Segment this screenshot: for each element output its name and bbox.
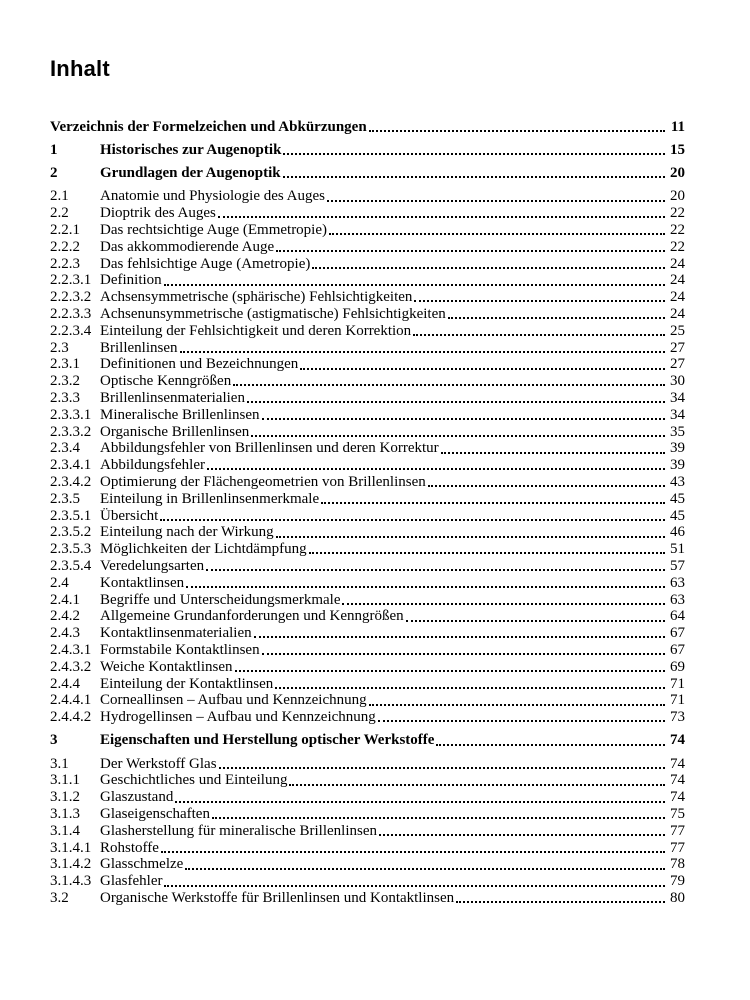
toc-entry-page: 24 <box>670 305 685 322</box>
toc-entry-page: 39 <box>670 457 685 474</box>
toc-entry-label: Organische Werkstoffe für Brillenlinsen und Kontaktlinsen <box>100 890 455 907</box>
toc-entry <box>50 625 685 642</box>
toc-entry-number: 3.1.4.2 <box>50 856 92 873</box>
toc-entry-label: Eigenschaften und Herstellung optischer Werkstoffe <box>100 732 435 749</box>
toc-entry-number: 2.2.3.3 <box>50 305 92 322</box>
toc-entry-number: 3.1.1 <box>50 772 80 789</box>
toc-entry <box>50 239 685 256</box>
toc-entry-number: 3.1.4 <box>50 822 80 839</box>
toc-entry-page: 24 <box>670 289 685 306</box>
dot-leader <box>275 687 665 689</box>
dot-leader <box>456 901 665 903</box>
dot-leader <box>180 351 666 353</box>
toc-entry-label: Abbildungsfehler <box>100 457 205 474</box>
toc-entry-number: 2.3.4.2 <box>50 473 92 490</box>
toc-entry-label: Weiche Kontaktlinsen <box>100 658 233 675</box>
dot-leader <box>283 176 665 178</box>
toc-entry-number: 2.2.3.1 <box>50 272 92 289</box>
toc-entry-label: Brillenlinsen <box>100 339 178 356</box>
toc-entry-label: Verzeichnis der Formelzeichen und Abkürzungen <box>50 118 367 135</box>
toc-entry-page: 74 <box>670 755 685 772</box>
toc-entry-page: 20 <box>670 188 685 205</box>
toc-entry-label: Das akkommodierende Auge <box>100 238 275 255</box>
toc-entry <box>50 165 685 182</box>
toc-entry-number: 2.4.4 <box>50 675 80 692</box>
toc-entry-number: 2.3 <box>50 339 69 356</box>
toc-entry-page: 34 <box>670 389 685 406</box>
dot-leader <box>219 767 665 769</box>
toc-entry-label: Grundlagen der Augenoptik <box>100 165 281 182</box>
toc-entry <box>50 289 685 306</box>
toc-entry-number: 3.1.4.1 <box>50 839 92 856</box>
toc-entry-label: Glasherstellung für mineralische Brillenlinsen <box>100 822 378 839</box>
toc-entry <box>50 732 685 749</box>
toc-entry <box>50 272 685 289</box>
toc-entry <box>50 508 685 525</box>
dot-leader <box>406 620 665 622</box>
toc-entry-number: 2.2.3.2 <box>50 289 92 306</box>
toc-entry <box>50 756 685 773</box>
toc-entry-number: 2.4.3 <box>50 625 80 642</box>
toc-entry-number: 2.3.4 <box>50 440 80 457</box>
toc-entry-label: Achsenunsymmetrische (astigmatische) Fehlsichtigkeiten <box>100 305 446 322</box>
toc-entry-page: 22 <box>670 238 685 255</box>
dot-leader <box>175 801 665 803</box>
toc-entry <box>50 772 685 789</box>
toc-entry-label: Kontaktlinsen <box>100 574 185 591</box>
toc-entry-number: 2.3.5 <box>50 490 80 507</box>
toc-entry-label: Mineralische Brillenlinsen <box>100 406 260 423</box>
dot-leader <box>218 216 665 218</box>
toc-entry <box>50 205 685 222</box>
toc-entry-page: 24 <box>670 272 685 289</box>
toc-entry <box>50 873 685 890</box>
toc-entry-label: Achsensymmetrische (sphärische) Fehlsichtigkeiten <box>100 289 413 306</box>
dot-leader <box>161 851 665 853</box>
toc-entry <box>50 890 685 907</box>
table-of-contents <box>50 112 685 907</box>
toc-entry-label: Einteilung der Fehlsichtigkeit und deren Korrektion <box>100 322 412 339</box>
toc-entry-number: 2.2.3.4 <box>50 322 92 339</box>
dot-leader <box>369 704 665 706</box>
toc-entry-label: Der Werkstoff Glas <box>100 755 217 772</box>
toc-entry <box>50 692 685 709</box>
toc-entry-label: Das fehlsichtige Auge (Ametropie) <box>100 255 311 272</box>
page-title: Inhalt <box>50 56 110 81</box>
toc-entry-label: Das rechtsichtige Auge (Emmetropie) <box>100 221 328 238</box>
toc-entry <box>50 642 685 659</box>
toc-entry-label: Allgemeine Grundanforderungen und Kenngrößen <box>100 608 404 625</box>
dot-leader <box>160 519 665 521</box>
toc-entry-label: Dioptrik des Auges <box>100 205 216 222</box>
dot-leader <box>342 603 665 605</box>
toc-entry-label: Kontaktlinsenmaterialien <box>100 625 252 642</box>
dot-leader <box>428 485 665 487</box>
toc-entry-page: 25 <box>670 322 685 339</box>
toc-entry-label: Organische Brillenlinsen <box>100 423 250 440</box>
toc-entry <box>50 119 685 136</box>
toc-entry-label: Optimierung der Flächengeometrien von Brillenlinsen <box>100 473 426 490</box>
toc-entry-label: Geschichtliches und Einteilung <box>100 772 288 789</box>
toc-entry-number: 2.3.5.2 <box>50 524 92 541</box>
toc-entry-number: 2.4.3.1 <box>50 641 92 658</box>
toc-entry <box>50 806 685 823</box>
toc-entry-page: 20 <box>670 165 685 182</box>
dot-leader <box>262 653 665 655</box>
toc-entry-page: 63 <box>670 591 685 608</box>
toc-entry <box>50 558 685 575</box>
toc-entry-number: 2.3.5.1 <box>50 507 92 524</box>
dot-leader <box>164 284 665 286</box>
toc-entry-number: 2.3.3 <box>50 389 80 406</box>
dot-leader <box>448 317 665 319</box>
toc-entry <box>50 823 685 840</box>
toc-entry-number: 2.2.3 <box>50 255 80 272</box>
toc-entry <box>50 491 685 508</box>
toc-entry <box>50 541 685 558</box>
dot-leader <box>414 300 665 302</box>
toc-entry-label: Möglichkeiten der Lichtdämpfung <box>100 541 307 558</box>
toc-entry-number: 2.2.1 <box>50 221 80 238</box>
toc-entry-number: 2.3.5.3 <box>50 541 92 558</box>
toc-entry-page: 79 <box>670 873 685 890</box>
toc-entry <box>50 390 685 407</box>
toc-entry <box>50 676 685 693</box>
toc-entry <box>50 440 685 457</box>
dot-leader <box>276 250 665 252</box>
toc-entry-number: 2.4.2 <box>50 608 80 625</box>
dot-leader <box>441 452 665 454</box>
toc-entry-page: 74 <box>670 789 685 806</box>
toc-entry-number: 3 <box>50 732 58 749</box>
dot-leader <box>186 586 665 588</box>
toc-entry <box>50 256 685 273</box>
dot-leader <box>212 817 665 819</box>
toc-entry-page: 27 <box>670 356 685 373</box>
toc-entry-label: Einteilung in Brillenlinsenmerkmale <box>100 490 320 507</box>
dot-leader <box>436 744 665 746</box>
toc-entry-number: 2.4.3.2 <box>50 658 92 675</box>
dot-leader <box>254 636 665 638</box>
toc-entry-page: 74 <box>670 732 685 749</box>
dot-leader <box>251 435 665 437</box>
dot-leader <box>329 233 665 235</box>
toc-entry-page: 51 <box>670 541 685 558</box>
toc-entry-page: 35 <box>670 423 685 440</box>
dot-leader <box>309 552 665 554</box>
toc-entry-number: 2.2.2 <box>50 238 80 255</box>
toc-entry-page: 45 <box>670 490 685 507</box>
toc-entry-label: Glasfehler <box>100 873 163 890</box>
toc-entry-label: Corneallinsen – Aufbau und Kennzeichnung <box>100 692 367 709</box>
toc-entry-number: 2 <box>50 165 58 182</box>
toc-entry-page: 75 <box>670 806 685 823</box>
toc-entry-number: 3.1.4.3 <box>50 873 92 890</box>
toc-entry-number: 3.1 <box>50 755 69 772</box>
toc-entry-label: Glaseigenschaften <box>100 806 210 823</box>
toc-entry-page: 22 <box>670 221 685 238</box>
toc-entry-label: Definitionen und Bezeichnungen <box>100 356 299 373</box>
dot-leader <box>247 401 665 403</box>
toc-entry-page: 67 <box>670 625 685 642</box>
toc-entry <box>50 457 685 474</box>
toc-entry-label: Übersicht <box>100 507 159 524</box>
toc-entry-page: 11 <box>670 118 685 135</box>
toc-entry-page: 74 <box>670 772 685 789</box>
dot-leader <box>276 536 665 538</box>
toc-entry-label: Glasschmelze <box>100 856 184 873</box>
dot-leader <box>327 200 665 202</box>
dot-leader <box>185 868 665 870</box>
dot-leader <box>321 502 665 504</box>
toc-entry-page: 78 <box>670 856 685 873</box>
toc-entry-number: 1 <box>50 141 58 158</box>
toc-entry-label: Hydrogellinsen – Aufbau und Kennzeichnung <box>100 709 376 726</box>
toc-entry <box>50 222 685 239</box>
toc-entry-label: Einteilung der Kontaktlinsen <box>100 675 274 692</box>
toc-entry <box>50 856 685 873</box>
toc-entry-page: 77 <box>670 822 685 839</box>
toc-entry-number: 2.3.5.4 <box>50 557 92 574</box>
dot-leader <box>164 885 665 887</box>
toc-entry-number: 2.3.4.1 <box>50 457 92 474</box>
toc-entry <box>50 373 685 390</box>
dot-leader <box>413 334 665 336</box>
toc-entry-page: 24 <box>670 255 685 272</box>
dot-leader <box>283 153 665 155</box>
toc-entry <box>50 340 685 357</box>
dot-leader <box>312 267 665 269</box>
toc-entry-label: Rohstoffe <box>100 839 159 856</box>
toc-entry-page: 34 <box>670 406 685 423</box>
dot-leader <box>300 368 665 370</box>
toc-entry-label: Optische Kenngrößen <box>100 373 232 390</box>
toc-entry <box>50 659 685 676</box>
toc-entry-page: 15 <box>670 141 685 158</box>
toc-entry-label: Einteilung nach der Wirkung <box>100 524 274 541</box>
toc-entry-number: 3.2 <box>50 890 69 907</box>
toc-entry-page: 77 <box>670 839 685 856</box>
toc-entry-page: 57 <box>670 557 685 574</box>
toc-entry-page: 43 <box>670 473 685 490</box>
toc-entry <box>50 356 685 373</box>
toc-entry <box>50 424 685 441</box>
toc-entry-label: Abbildungsfehler von Brillenlinsen und deren Korrektur <box>100 440 439 457</box>
toc-entry <box>50 188 685 205</box>
toc-entry-page: 27 <box>670 339 685 356</box>
dot-leader <box>206 569 665 571</box>
toc-entry <box>50 789 685 806</box>
dot-leader <box>379 834 665 836</box>
dot-leader <box>378 720 665 722</box>
toc-entry-number: 2.4.1 <box>50 591 80 608</box>
dot-leader <box>233 384 665 386</box>
toc-entry <box>50 709 685 726</box>
toc-entry <box>50 306 685 323</box>
toc-entry-page: 22 <box>670 205 685 222</box>
toc-entry <box>50 474 685 491</box>
toc-entry <box>50 575 685 592</box>
toc-entry-page: 67 <box>670 641 685 658</box>
toc-entry <box>50 407 685 424</box>
toc-entry-label: Veredelungsarten <box>100 557 205 574</box>
toc-entry-page: 64 <box>670 608 685 625</box>
toc-entry-page: 46 <box>670 524 685 541</box>
toc-entry <box>50 840 685 857</box>
toc-entry-label: Brillenlinsenmaterialien <box>100 389 245 406</box>
toc-entry-page: 69 <box>670 658 685 675</box>
toc-entry-page: 71 <box>670 675 685 692</box>
toc-entry <box>50 323 685 340</box>
toc-entry <box>50 142 685 159</box>
toc-entry-page: 80 <box>670 890 685 907</box>
toc-entry-page: 71 <box>670 692 685 709</box>
toc-entry-number: 3.1.3 <box>50 806 80 823</box>
toc-entry-number: 2.1 <box>50 188 69 205</box>
toc-entry-label: Begriffe und Unterscheidungsmerkmale <box>100 591 341 608</box>
dot-leader <box>289 784 665 786</box>
toc-entry-page: 63 <box>670 574 685 591</box>
toc-entry <box>50 608 685 625</box>
toc-entry-label: Anatomie und Physiologie des Auges <box>100 188 325 205</box>
toc-entry-number: 2.3.1 <box>50 356 80 373</box>
dot-leader <box>262 418 665 420</box>
toc-entry-number: 2.3.3.2 <box>50 423 92 440</box>
toc-entry <box>50 592 685 609</box>
toc-entry-label: Historisches zur Augenoptik <box>100 141 282 158</box>
toc-entry-number: 2.3.3.1 <box>50 406 92 423</box>
dot-leader <box>207 468 665 470</box>
toc-entry-page: 73 <box>670 709 685 726</box>
toc-entry-number: 3.1.2 <box>50 789 80 806</box>
dot-leader <box>369 130 665 132</box>
toc-entry-number: 2.2 <box>50 205 69 222</box>
toc-entry-page: 39 <box>670 440 685 457</box>
toc-entry <box>50 524 685 541</box>
toc-entry-label: Formstabile Kontaktlinsen <box>100 641 260 658</box>
toc-entry-label: Glaszustand <box>100 789 174 806</box>
toc-entry-number: 2.4 <box>50 574 69 591</box>
toc-entry-page: 30 <box>670 373 685 390</box>
dot-leader <box>235 670 665 672</box>
toc-entry-label: Definition <box>100 272 162 289</box>
toc-entry-number: 2.4.4.2 <box>50 709 92 726</box>
toc-entry-page: 45 <box>670 507 685 524</box>
toc-entry-number: 2.3.2 <box>50 373 80 390</box>
toc-entry-number: 2.4.4.1 <box>50 692 92 709</box>
